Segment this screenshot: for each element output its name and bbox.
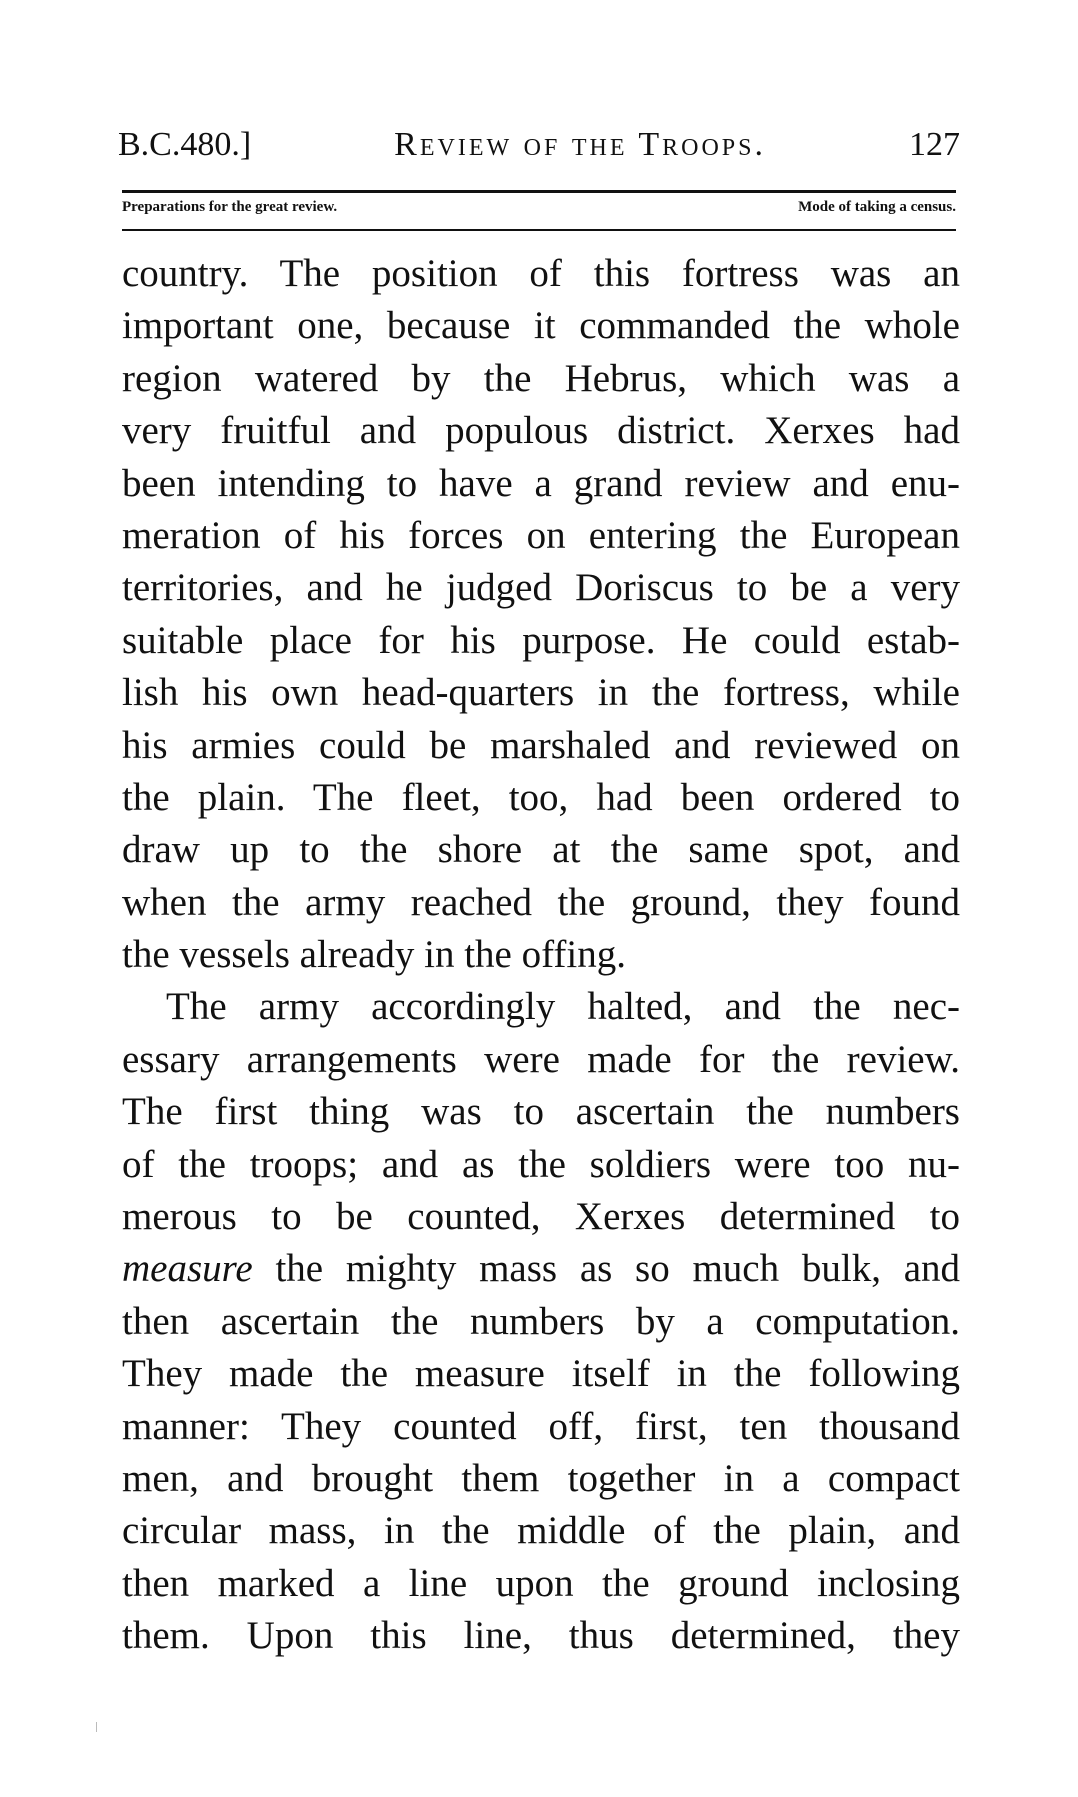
text-line: important one, because it commanded the whole [122, 304, 960, 348]
header-date: B.C.480.] [118, 126, 252, 163]
text-line: the vessels already in the offing. [122, 933, 626, 977]
header-rule-top [122, 190, 956, 193]
gutter-mark [96, 1722, 97, 1732]
text-line: been intending to have a grand review and enu- [122, 461, 960, 505]
text-line: essary arrangements were made for the review. [122, 1037, 960, 1081]
italic-word: measure [122, 1247, 253, 1291]
marginal-subheading [122, 199, 956, 216]
text-line: of the troops; and as the soldiers were too nu- [122, 1142, 960, 1186]
text-line: region watered by the Hebrus, which was a [122, 356, 960, 400]
text-line: merous to be counted, Xerxes determined to [122, 1195, 960, 1239]
text-line: circular mass, in the middle of the plain, and [122, 1509, 960, 1553]
text-line-rest: the mighty mass as so much bulk, and [252, 1247, 960, 1291]
running-head [118, 126, 960, 172]
subheading-right: Mode of taking a census. [798, 199, 956, 215]
text-line: lish his own head-quarters in the fortress, while [122, 671, 960, 715]
text-line: draw up to the shore at the same spot, and [122, 828, 960, 872]
subheading-left: Preparations for the great review. [122, 199, 338, 215]
page-number: 127 [908, 126, 960, 163]
text-line: then ascertain the numbers by a computation. [122, 1299, 960, 1343]
text-line: very fruitful and populous district. Xerxes had [122, 409, 960, 453]
text-line: The first thing was to ascertain the numbers [122, 1090, 960, 1134]
text-line: manner: They counted off, first, ten thousand [122, 1404, 960, 1448]
text-line: country. The position of this fortress was an [122, 252, 960, 295]
text-line: territories, and he judged Doriscus to be a very [122, 566, 960, 610]
text-line: his armies could be marshaled and reviewed on [122, 723, 960, 767]
paragraph-start-line: The army accordingly halted, and the nec- [166, 985, 960, 1029]
body-text [122, 248, 960, 1663]
text-line: They made the measure itself in the following [122, 1352, 960, 1396]
text-line: when the army reached the ground, they found [122, 880, 960, 924]
text-line: men, and brought them together in a compact [122, 1456, 960, 1500]
header-rule-bottom [122, 229, 956, 231]
text-line: the plain. The fleet, too, had been ordered to [122, 775, 960, 819]
text-line [122, 1243, 960, 1295]
header-title: Review of the Troops. [394, 126, 766, 163]
text-line: then marked a line upon the ground inclosing [122, 1561, 960, 1605]
text-line: them. Upon this line, thus determined, they [122, 1614, 960, 1658]
text-line: meration of his forces on entering the European [122, 513, 960, 557]
text-line: suitable place for his purpose. He could estab- [122, 618, 960, 662]
